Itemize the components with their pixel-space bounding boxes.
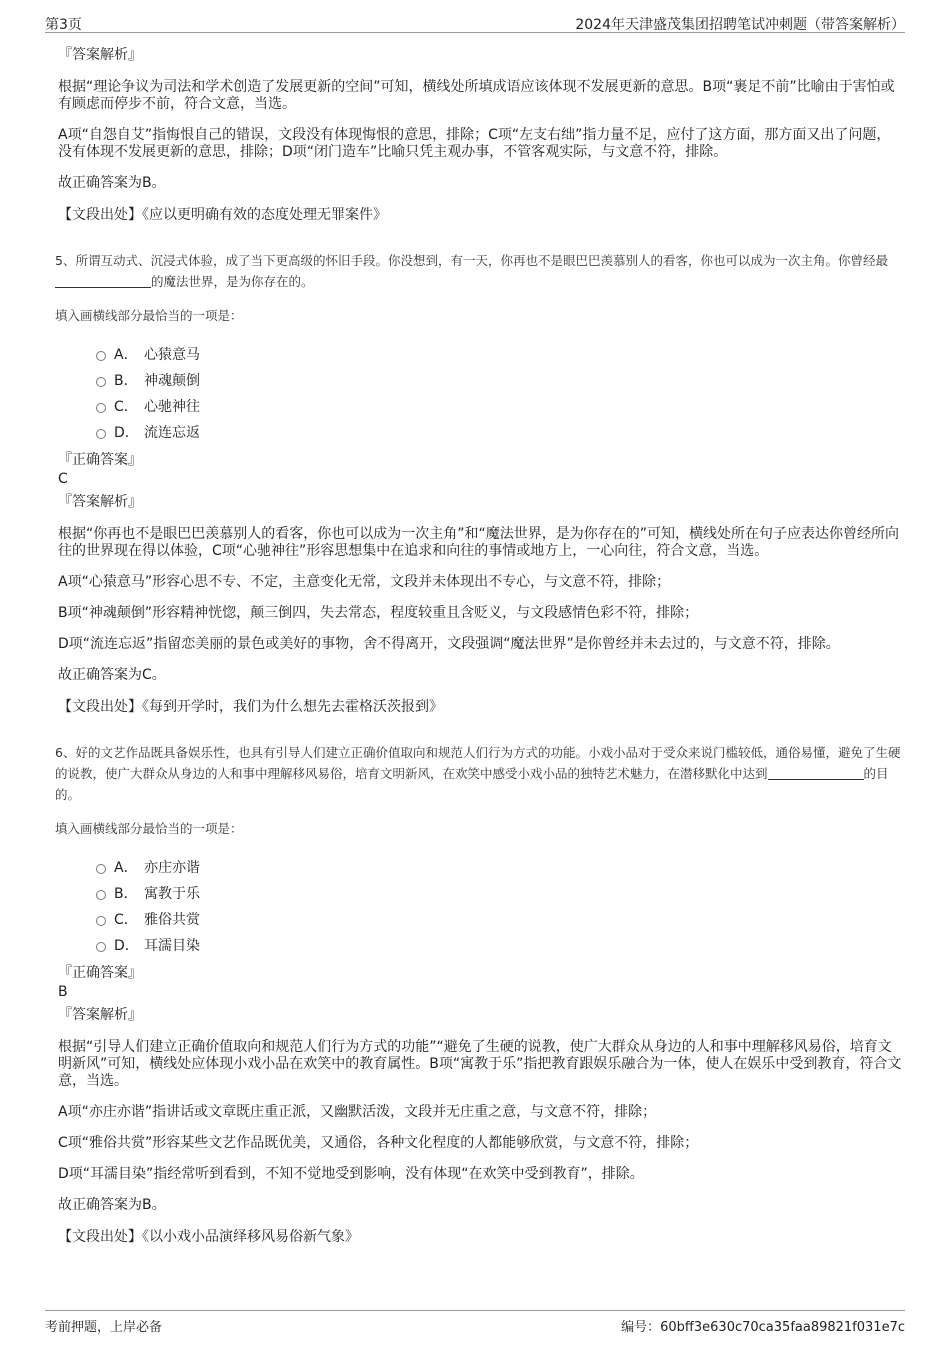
q5-source: [58, 698, 903, 716]
q4-analysis-para-1: 根据“理论争议为司法和学术创造了发展更新的空间”可知，横线处所填成语应该体现不发展更新的意思。B项“裹足不前”比喻由于害怕或有顾虑而停步不前，符合文意，当选。: [58, 79, 895, 112]
source-label: 【文段出处】: [58, 699, 142, 715]
q6-text-after: 的目的。: [55, 766, 889, 802]
q5-option-a[interactable]: [96, 342, 903, 368]
q5-analysis-para-1: 根据“你再也不是眼巴巴羡慕别人的看客，你也可以成为一次主角”和“魔法世界，是为你存在的”可知，横线处所在句子应表达你曾经所向往的世界现在得以体验，C项“心驰神往”形容思想集中在追求和向往的事情或地方上，一心向往，符合文意，当选。: [58, 526, 900, 559]
q6-option-d[interactable]: [96, 933, 903, 959]
q6-option-a[interactable]: [96, 855, 903, 881]
q6-source: [58, 1228, 903, 1246]
q4-source-title: 《应以更明确有效的态度处理无罪案件》: [142, 207, 387, 223]
q6-analysis-para-2: A项“亦庄亦谐”指讲话或文章既庄重正派，又幽默活泼，文段并无庄重之意，与文意不符，排除；: [58, 1104, 657, 1120]
radio-icon[interactable]: [96, 890, 106, 900]
q6-analysis-para-4: D项“耳濡目染”指经常听到看到，不知不觉地受到影响，没有体现“在欢笑中受到教育”，排除。: [58, 1166, 644, 1182]
q6-source-title: 《以小戏小品演绎移风易俗新气象》: [142, 1229, 359, 1245]
q5-prompt: 填入画横线部分最恰当的一项是：: [55, 308, 243, 323]
q6-analysis-para-3: C项“雅俗共赏”形容某些文艺作品既优美，又通俗，各种文化程度的人都能够欣赏，与文意不符，排除；: [58, 1135, 699, 1151]
q5-option-b[interactable]: [96, 368, 903, 394]
option-letter: B．: [114, 373, 138, 389]
q5-options: [96, 342, 903, 446]
option-text: 寓教于乐: [144, 886, 200, 902]
q5-option-c[interactable]: [96, 394, 903, 420]
radio-icon[interactable]: [96, 916, 106, 926]
radio-icon[interactable]: [96, 403, 106, 413]
page-header: [45, 12, 905, 33]
correct-answer-label: 『正确答案』: [58, 452, 142, 468]
option-text: 雅俗共赏: [144, 912, 200, 928]
q5-blank: [55, 275, 151, 288]
option-text: 流连忘返: [144, 425, 200, 441]
q4-analysis-para-2: A项“自怨自艾”指悔恨自己的错误，文段没有体现悔恨的意思，排除；C项“左支右绌”指力量不足，应付了这方面，那方面又出了问题，没有体现不发展更新的意思，排除；D项“闭门造车”比喻只凭主观办事，不管客观实际，与文意不符，排除。: [58, 127, 891, 160]
q5-option-d[interactable]: [96, 420, 903, 446]
radio-icon[interactable]: [96, 377, 106, 387]
q5-answer: C: [58, 471, 68, 487]
option-letter: D．: [114, 425, 139, 441]
q6-blank: [768, 767, 864, 780]
q5-stem: [55, 250, 903, 292]
q4-analysis-conclusion: 故正确答案为B。: [58, 175, 166, 191]
q6-analysis-conclusion: 故正确答案为B。: [58, 1197, 166, 1213]
option-letter: A．: [114, 860, 138, 876]
option-text: 神魂颠倒: [144, 373, 200, 389]
option-letter: B．: [114, 886, 138, 902]
q5-analysis-conclusion: 故正确答案为C。: [58, 667, 166, 683]
option-letter: C．: [114, 399, 138, 415]
q6-text-before: 6、好的文艺作品既具备娱乐性，也具有引导人们建立正确价值取向和规范人们行为方式的功能。小戏小品对于受众来说门槛较低，通俗易懂，避免了生硬的说教，使广大群众从身边的人和事中理解移风易俗，培育文明新风，在欢笑中感受小戏小品的独特艺术魅力，在潜移默化中达到: [55, 745, 901, 781]
analysis-label: 『答案解析』: [58, 494, 142, 510]
option-letter: D．: [114, 938, 139, 954]
q5-text-before: 5、所谓互动式、沉浸式体验，成了当下更高级的怀旧手段。你没想到，有一天，你再也不是眼巴巴羡慕别人的看客，你也可以成为一次主角。你曾经最: [55, 253, 888, 268]
option-text: 心猿意马: [144, 347, 200, 363]
option-letter: C．: [114, 912, 138, 928]
analysis-label: 『答案解析』: [58, 47, 142, 63]
option-letter: A．: [114, 347, 138, 363]
radio-icon[interactable]: [96, 942, 106, 952]
q5-analysis-para-2: A项“心猿意马”形容心思不专、不定，主意变化无常，文段并未体现出不专心，与文意不符，排除；: [58, 574, 671, 590]
radio-icon[interactable]: [96, 429, 106, 439]
analysis-label: 『答案解析』: [58, 1007, 142, 1023]
page-number: 第3页: [45, 17, 82, 33]
q6-analysis-para-1: 根据“引导人们建立正确价值取向和规范人们行为方式的功能”“避免了生硬的说教，使广大群众从身边的人和事中理解移风易俗，培育文明新风”可知，横线处应体现小戏小品在欢笑中的教育属性。B项“寓教于乐”指把教育跟娱乐融合为一体，使人在娱乐中受到教育，符合文意，当选。: [58, 1039, 902, 1089]
q5-text-after: 的魔法世界，是为你存在的。: [151, 274, 314, 289]
q6-stem: [55, 742, 903, 805]
q4-source: [58, 206, 903, 224]
document-title: 2024年天津盛茂集团招聘笔试冲刺题（带答案解析）: [575, 17, 905, 33]
option-text: 耳濡目染: [144, 938, 200, 954]
option-text: 亦庄亦谐: [144, 860, 200, 876]
q5-source-title: 《每到开学时，我们为什么想先去霍格沃茨报到》: [142, 699, 443, 715]
document-code: 编号：60bff3e630c70ca35faa89821f031e7c: [621, 1320, 905, 1335]
q6-answer: B: [58, 984, 68, 1000]
footer-slogan: 考前押题，上岸必备: [45, 1320, 163, 1335]
q5-analysis-para-3: B项“神魂颠倒”形容精神恍惚，颠三倒四，失去常态，程度较重且含贬义，与文段感情色彩不符，排除；: [58, 605, 699, 621]
page-content: [55, 45, 903, 1246]
q6-prompt: 填入画横线部分最恰当的一项是：: [55, 821, 243, 836]
radio-icon[interactable]: [96, 864, 106, 874]
option-text: 心驰神往: [144, 399, 200, 415]
q6-option-c[interactable]: [96, 907, 903, 933]
correct-answer-label: 『正确答案』: [58, 965, 142, 981]
q6-options: [96, 855, 903, 959]
q6-option-b[interactable]: [96, 881, 903, 907]
radio-icon[interactable]: [96, 351, 106, 361]
source-label: 【文段出处】: [58, 207, 142, 223]
page-footer: [45, 1310, 905, 1335]
source-label: 【文段出处】: [58, 1229, 142, 1245]
q5-analysis-para-4: D项“流连忘返”指留恋美丽的景色或美好的事物，舍不得离开，文段强调“魔法世界”是你曾经并未去过的，与文意不符，排除。: [58, 636, 840, 652]
